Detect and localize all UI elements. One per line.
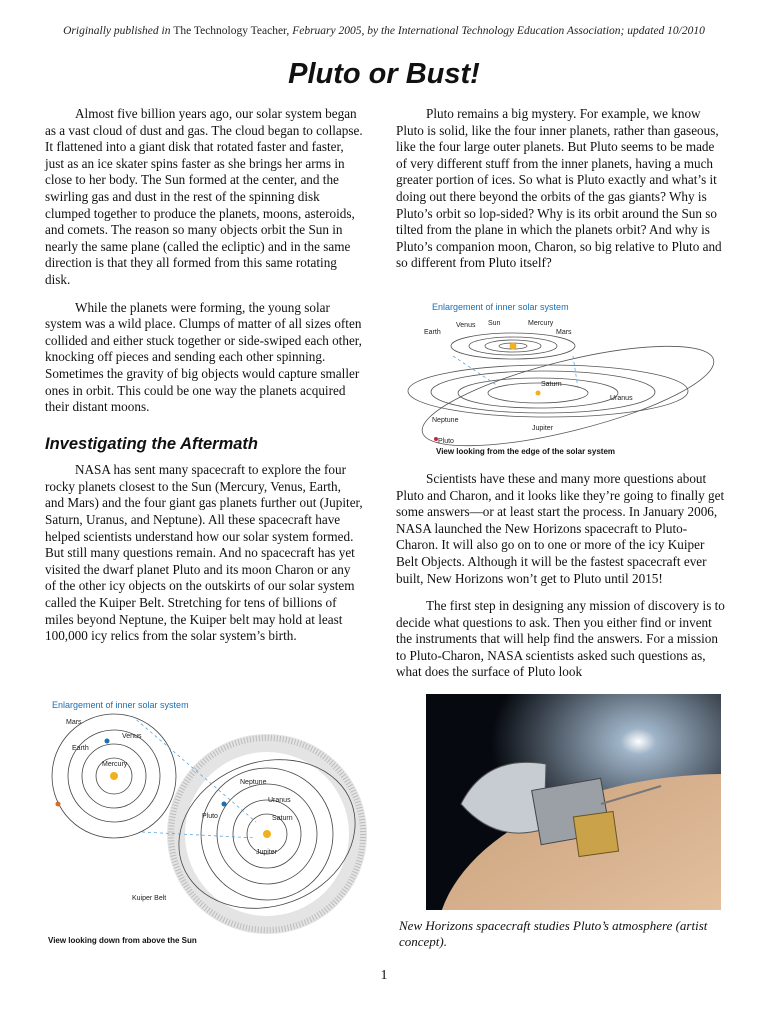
label-venus: Venus (456, 322, 476, 329)
label-mercury: Mercury (102, 761, 128, 768)
page-number: 1 (380, 968, 388, 983)
label-mars: Mars (556, 329, 572, 336)
label-pluto: Pluto (202, 813, 218, 820)
section-heading: Investigating the Aftermath (45, 434, 258, 453)
header-publication: The Technology Teacher, (173, 25, 290, 37)
label-earth: Earth (424, 329, 441, 336)
sun-dot (510, 343, 517, 350)
outer-orbit (408, 365, 688, 417)
planet-dot (56, 802, 61, 807)
planet-dot (105, 739, 110, 744)
planet-dot (222, 802, 227, 807)
label-saturn: Saturn (541, 381, 562, 388)
sun-dot (110, 772, 118, 780)
paragraph: NASA has sent many spacecraft to explore the four rocky planets closest to the Sun (Mercury, Venus, Earth, and Mars) and the four giant gas planets further out (Jupiter, Saturn, Uranus, and Neptune). All these spacecraft have helped scientists understand how our solar system formed. But still many questions remain. And no spacecraft has yet visited the dwarf planet Pluto and its moon Charon or any of the other icy objects on the outskirts of our solar system called the Kuiper Belt. Stretching for tens of billions of miles beyond Neptune, the Kuiper belt may hold at least 100,000 icy relics from the solar system’s birth. (45, 462, 363, 644)
header-suffix: February 2005, by the International Technology Education Association; updated 10/2010 (292, 25, 705, 37)
pluto-orbit (414, 326, 722, 462)
sun-dot (263, 830, 271, 838)
label-kuiper-belt: Kuiper Belt (132, 895, 167, 902)
figure-caption: View looking from the edge of the solar system (436, 447, 616, 456)
label-pluto: Pluto (438, 438, 454, 445)
paragraph: Almost five billion years ago, our solar system began as a vast cloud of dust and gas. The cloud began to collapse. It flattened into a giant disk that rotated faster and faster, just as an ice skater spins faster as she brings her arms in close to her body. The Sun formed at the center, and the swirling gas and dust in the rest of the spinning disk clumped together to produce the planets, moons, asteroids, and comets. The reason so many objects orbit the Sun in nearly the same plane (called the ecliptic) and in the same direction is that they all formed from this same rotating disk. (45, 106, 363, 287)
label-mars: Mars (66, 719, 82, 726)
label-neptune: Neptune (432, 417, 459, 424)
new-horizons-photo (426, 694, 721, 910)
photo-caption: New Horizons spacecraft studies Pluto’s atmosphere (artist concept). (399, 918, 708, 949)
solar-system-top-view-figure (42, 694, 382, 952)
figure-title: Enlargement of inner solar system (432, 302, 569, 312)
header-prefix: Originally published in (63, 25, 171, 37)
figure-caption: View looking down from above the Sun (48, 936, 197, 945)
label-mercury: Mercury (528, 320, 554, 327)
label-uranus: Uranus (268, 797, 291, 804)
label-jupiter: Jupiter (256, 849, 278, 856)
publication-header (0, 25, 768, 37)
page-title: Pluto or Bust! (288, 58, 480, 90)
label-venus: Venus (122, 733, 142, 740)
paragraph: Scientists have these and many more questions about Pluto and Charon, and it looks like they’re going to finally get some answers—or at least start the process. In January 2006, NASA launched the New Horizons spacecraft to Pluto-Charon. It will also go on to one or more of the icy Kuiper Belt Objects. Although it will be the fastest spacecraft ever built, New Horizons won’t get to Pluto until 2015! (396, 470, 725, 586)
outer-orbit (431, 371, 655, 413)
paragraph: While the planets were forming, the young solar system was a wild place. Clumps of matter of all sizes often collided and either stuck together or side-swiped each other, knocking off pieces and sending each other spinning. Sometimes the gravity of big objects would capture smaller ones in orbit. This could be one way the planets acquired their distant moons. (45, 299, 362, 415)
label-sun: Sun (488, 320, 501, 327)
label-uranus: Uranus (610, 395, 633, 402)
figure-title: Enlargement of inner solar system (52, 700, 189, 710)
label-earth: Earth (72, 745, 89, 752)
label-saturn: Saturn (272, 815, 293, 822)
paragraph: The first step in designing any mission of discovery is to decide what questions to ask. Then you either find or invent the instruments that will help find the answers. For a mission to Pluto-Charon, NASA scientists asked such questions as, what does the surface of Pluto look (396, 598, 725, 680)
paragraph: Pluto remains a big mystery. For example, we know Pluto is solid, like the four inner planets, rather than gaseous, like the four large outer planets. But Pluto seems to be made of very different stuff from the inner planets, having a much greater portion of ices. So what is Pluto exactly and what’s it doing out there beyond the orbits of the gas giants? Why is Pluto’s orbit so lop-sided? Why is its orbit around the Sun so tilted from the plane in which the planets orbit? And why is Pluto’s companion moon, Charon, so big relative to Pluto and so different from Pluto itself? (396, 106, 722, 271)
sun-dot (536, 391, 541, 396)
solar-system-edge-view-figure (398, 296, 728, 462)
left-column (45, 106, 363, 656)
label-jupiter: Jupiter (532, 425, 554, 432)
label-neptune: Neptune (240, 779, 267, 786)
